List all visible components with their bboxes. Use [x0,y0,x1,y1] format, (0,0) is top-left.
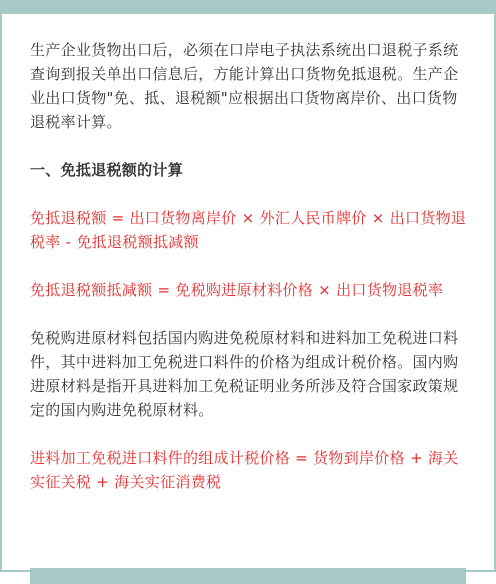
formula-deduction-amount: 免抵退税额抵减额 = 免税购进原材料价格 × 出口货物退税率 [30,281,444,299]
formula-refund-amount: 免抵退税额 = 出口货物离岸价 × 外汇人民币牌价 × 出口货物退税率 - 免抵退税额抵减额 [30,209,467,251]
intro-paragraph: 生产企业货物出口后，必须在口岸电子执法系统出口退税子系统查询到报关单出口信息后，方能计算出口货物免抵退税。生产企业出口货物"免、抵、退税额"应根据出口货物离岸价、出口货物退税率计算。 [30,41,459,131]
spacer [30,254,472,278]
spacer [30,422,472,446]
left-border [0,0,2,572]
spacer [30,302,472,326]
bottom-border-bar [30,568,466,584]
formula-composite-price: 进料加工免税进口料件的组成计税价格 = 货物到岸价格 + 海关实征关税 + 海关实征消费税 [30,449,459,491]
spacer [30,182,472,206]
spacer [30,134,472,158]
materials-explanation: 免税购进原材料包括国内购进免税原材料和进料加工免税进口料件，其中进料加工免税进口料件的价格为组成计税价格。国内购进原材料是指开具进料加工免税证明业务所涉及符合国家政策规定的国内购进免税原材料。 [30,329,459,419]
article-content [30,38,472,494]
top-border-bar [0,0,496,14]
section-heading: 一、免抵退税额的计算 [30,161,184,179]
